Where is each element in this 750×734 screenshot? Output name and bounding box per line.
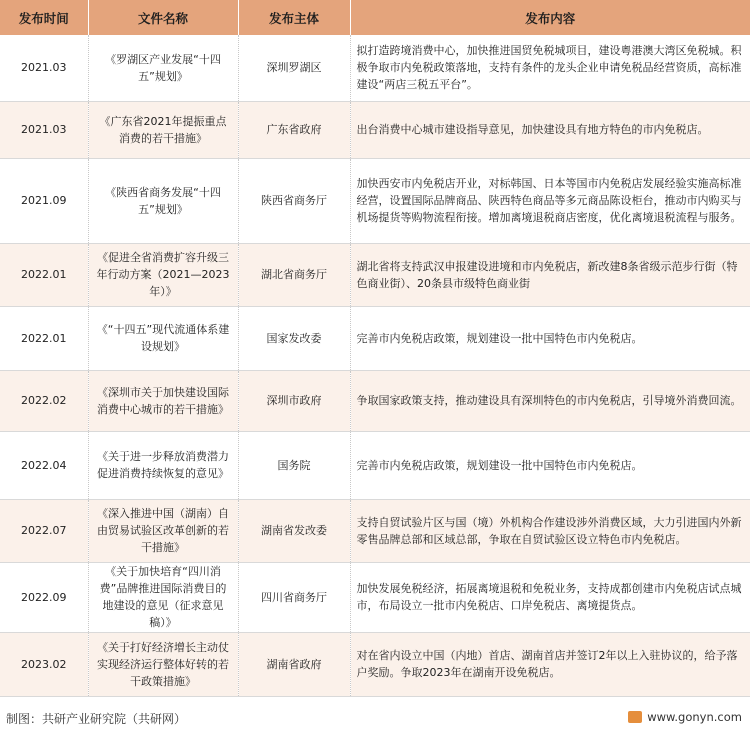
cell-publisher: 陕西省商务厅	[238, 158, 350, 243]
cell-content: 完善市内免税店政策，规划建设一批中国特色市内免税店。	[350, 306, 750, 370]
cell-publisher: 深圳市政府	[238, 370, 350, 431]
cell-doc-name: 《关于打好经济增长主动仗实现经济运行整体好转的若干政策措施》	[88, 632, 238, 696]
cell-date: 2022.02	[0, 370, 88, 431]
cell-date: 2023.02	[0, 632, 88, 696]
table-row	[0, 35, 750, 101]
table-row	[0, 101, 750, 158]
cell-doc-name: 《陕西省商务发展“十四五”规划》	[88, 158, 238, 243]
site-url: www.gonyn.com	[647, 710, 742, 724]
table-row	[0, 632, 750, 696]
cell-doc-name: 《“十四五”现代流通体系建设规划》	[88, 306, 238, 370]
table-row	[0, 243, 750, 306]
cell-doc-name: 《深圳市关于加快建设国际消费中心城市的若干措施》	[88, 370, 238, 431]
cell-content: 加快西安市内免税店开业，对标韩国、日本等国市内免税店发展经验实施高标准经营，设置国际品牌商品、陕西特色商品等多元商品陈设柜台，推动市内购买与机场提货等购物流程衔接。增加离境退税商店密度，优化离境退税流程与服务。	[350, 158, 750, 243]
cell-publisher: 湖北省商务厅	[238, 243, 350, 306]
cell-publisher: 国务院	[238, 431, 350, 499]
header-content: 发布内容	[350, 0, 750, 35]
cell-content: 湖北省将支持武汉申报建设进境和市内免税店，新改建8条省级示范步行街（特色商业街）、20条县市级特色商业街	[350, 243, 750, 306]
table-row	[0, 306, 750, 370]
cell-publisher: 广东省政府	[238, 101, 350, 158]
header-date: 发布时间	[0, 0, 88, 35]
cell-content: 争取国家政策支持，推动建设具有深圳特色的市内免税店，引导境外消费回流。	[350, 370, 750, 431]
cell-content: 对在省内设立中国（内地）首店、湖南首店并签订2年以上入驻协议的，给予落户奖励。争取2023年在湖南开设免税店。	[350, 632, 750, 696]
cell-content: 拟打造跨境消费中心，加快推进国贸免税城项目，建设粤港澳大湾区免税城。积极争取市内免税政策落地，支持有条件的龙头企业申请免税品经营资质，高标准建设“两店三税五平台”。	[350, 35, 750, 101]
footer	[0, 702, 750, 734]
source-caption: 制图：共研产业研究院（共研网）	[6, 712, 187, 726]
header-doc-name: 文件名称	[88, 0, 238, 35]
table-row	[0, 158, 750, 243]
cell-publisher: 湖南省发改委	[238, 499, 350, 562]
table-header-row	[0, 0, 750, 35]
table-row	[0, 370, 750, 431]
cell-date: 2021.09	[0, 158, 88, 243]
cell-doc-name: 《关于加快培育“四川消费”品牌推进国际消费目的地建设的意见（征求意见稿）》	[88, 562, 238, 632]
header-publisher: 发布主体	[238, 0, 350, 35]
cell-date: 2022.04	[0, 431, 88, 499]
cell-publisher: 四川省商务厅	[238, 562, 350, 632]
cell-content: 完善市内免税店政策，规划建设一批中国特色市内免税店。	[350, 431, 750, 499]
cell-content: 出台消费中心城市建设指导意见，加快建设具有地方特色的市内免税店。	[350, 101, 750, 158]
cell-publisher: 国家发改委	[238, 306, 350, 370]
cell-date: 2022.01	[0, 306, 88, 370]
cell-date: 2022.01	[0, 243, 88, 306]
cell-content: 支持自贸试验片区与国（境）外机构合作建设涉外消费区域，大力引进国内外新零售品牌总部和区域总部，争取在自贸试验区设立特色市内免税店。	[350, 499, 750, 562]
cell-publisher: 深圳罗湖区	[238, 35, 350, 101]
cell-doc-name: 《促进全省消费扩容升级三年行动方案（2021—2023年）》	[88, 243, 238, 306]
cell-publisher: 湖南省政府	[238, 632, 350, 696]
table-row	[0, 431, 750, 499]
brand-logo-icon	[628, 711, 642, 723]
cell-content: 加快发展免税经济，拓展离境退税和免税业务，支持成都创建市内免税店试点城市，布局设立一批市内免税店、口岸免税店、离境提货点。	[350, 562, 750, 632]
site-logo	[628, 710, 742, 724]
cell-doc-name: 《罗湖区产业发展“十四五”规划》	[88, 35, 238, 101]
cell-date: 2022.09	[0, 562, 88, 632]
cell-date: 2021.03	[0, 35, 88, 101]
cell-doc-name: 《广东省2021年提振重点消费的若干措施》	[88, 101, 238, 158]
cell-date: 2021.03	[0, 101, 88, 158]
cell-date: 2022.07	[0, 499, 88, 562]
cell-doc-name: 《深入推进中国（湖南）自由贸易试验区改革创新的若干措施》	[88, 499, 238, 562]
table-row	[0, 562, 750, 632]
cell-doc-name: 《关于进一步释放消费潜力促进消费持续恢复的意见》	[88, 431, 238, 499]
table-row	[0, 499, 750, 562]
